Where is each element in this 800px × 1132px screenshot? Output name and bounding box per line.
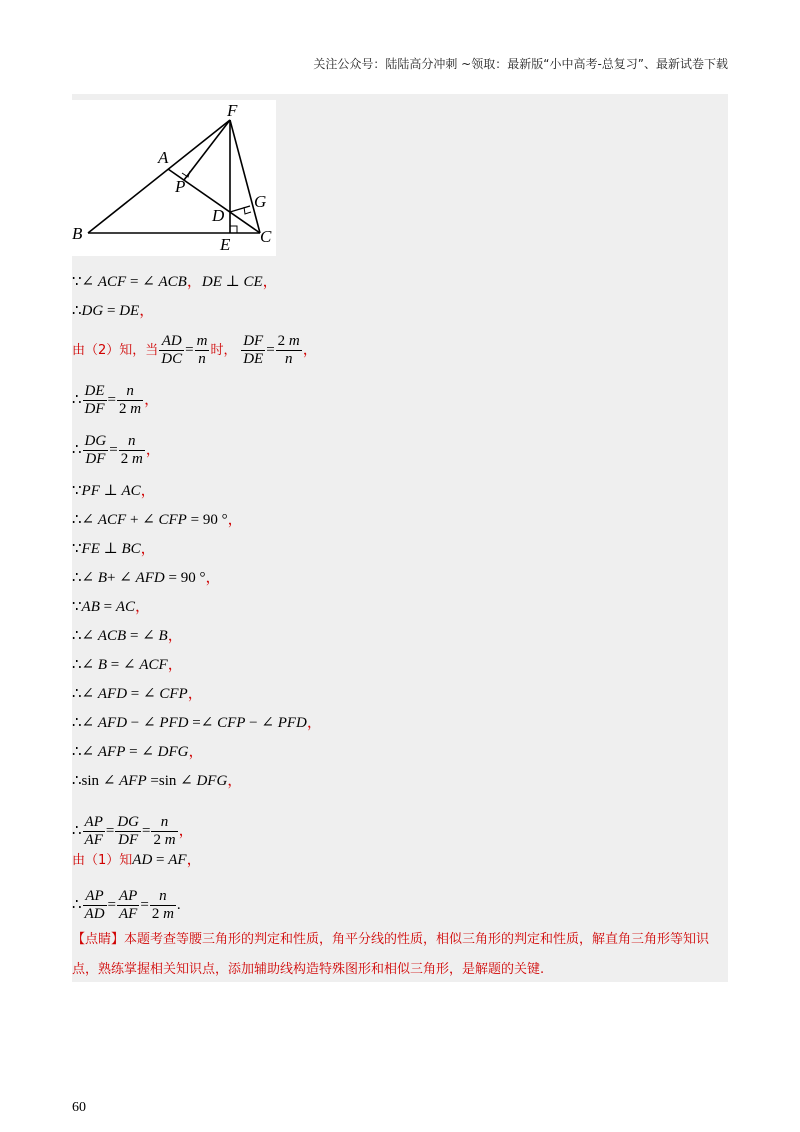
step-1: ∵∠ ACF = ∠ ACB，DE ⊥ CE， (72, 274, 278, 290)
step-15: ∴∠ AFP = ∠ DFG， (72, 744, 204, 760)
step-14: ∴∠ AFD − ∠ PFD =∠ CFP − ∠ PFD， (72, 715, 322, 731)
triangle-diagram (72, 100, 276, 256)
right-angle-e (230, 226, 237, 233)
step-19: ∴ $\frac{AP}{AD}$ = $\frac{AP}{AF}$ = $\frac{n}{2 m}$ . (72, 888, 181, 922)
step-3: 由（2）知，当 $\frac{AD}{DC}$ = $\frac{m}{n}$ 时， $\frac{DF}{DE}$ = $\frac{2 m}{n}$ ， (72, 333, 318, 367)
step-9: ∴∠ B+ ∠ AFD = 90 °， (72, 570, 221, 586)
key-point-note (72, 925, 728, 985)
step-13: ∴∠ AFD = ∠ CFP， (72, 686, 203, 702)
step-16: ∴sin ∠ AFP =sin ∠ DFG， (72, 773, 243, 789)
key-point-text: 本题考查等腰三角形的判定和性质，角平分线的性质，相似三角形的判定和性质，解直角三角形等知识点，熟练掌握相关知识点，添加辅助线构造特殊图形和相似三角形，是解题的关键. (72, 932, 710, 977)
label-c: C (260, 227, 272, 246)
segment-dg (230, 206, 250, 212)
label-e: E (220, 235, 231, 254)
step-7: ∴∠ ACF + ∠ CFP = 90 °， (72, 512, 243, 528)
label-g: G (254, 192, 267, 211)
label-d: D (212, 206, 225, 225)
label-a: A (158, 148, 169, 167)
key-point-tag: 【点睛】 (72, 932, 125, 947)
step-18: 由（1）知AD = AF， (72, 852, 202, 868)
segment-bf (88, 120, 230, 233)
step-12: ∴∠ B = ∠ ACF， (72, 657, 183, 673)
segment-fp (184, 120, 230, 180)
step-5: ∴ $\frac{DG}{DF}$ = $\frac{n}{2 m}$ ， (72, 433, 161, 467)
step-10: ∵AB = AC， (72, 599, 151, 615)
label-b: B (72, 224, 83, 243)
label-p: P (175, 177, 186, 196)
step-6: ∵PF ⊥ AC， (72, 483, 156, 499)
label-f: F (227, 101, 238, 120)
step-17: ∴ $\frac{AP}{AF}$ = $\frac{DG}{DF}$ = $\frac{n}{2 m}$ ， (72, 814, 194, 848)
step-4: ∴ $\frac{DE}{DF}$ = $\frac{n}{2 m}$ ， (72, 383, 160, 417)
step-8: ∵FE ⊥ BC， (72, 541, 156, 557)
page-number: 60 (72, 1100, 86, 1115)
page-header: 关注公众号：陆陆高分冲刺 ~领取：最新版“小中高考-总复习”、最新试卷下载 (313, 57, 728, 71)
geometry-figure (72, 100, 276, 256)
step-11: ∴∠ ACB = ∠ B， (72, 628, 183, 644)
step-2: ∴DG = DE， (72, 303, 155, 319)
